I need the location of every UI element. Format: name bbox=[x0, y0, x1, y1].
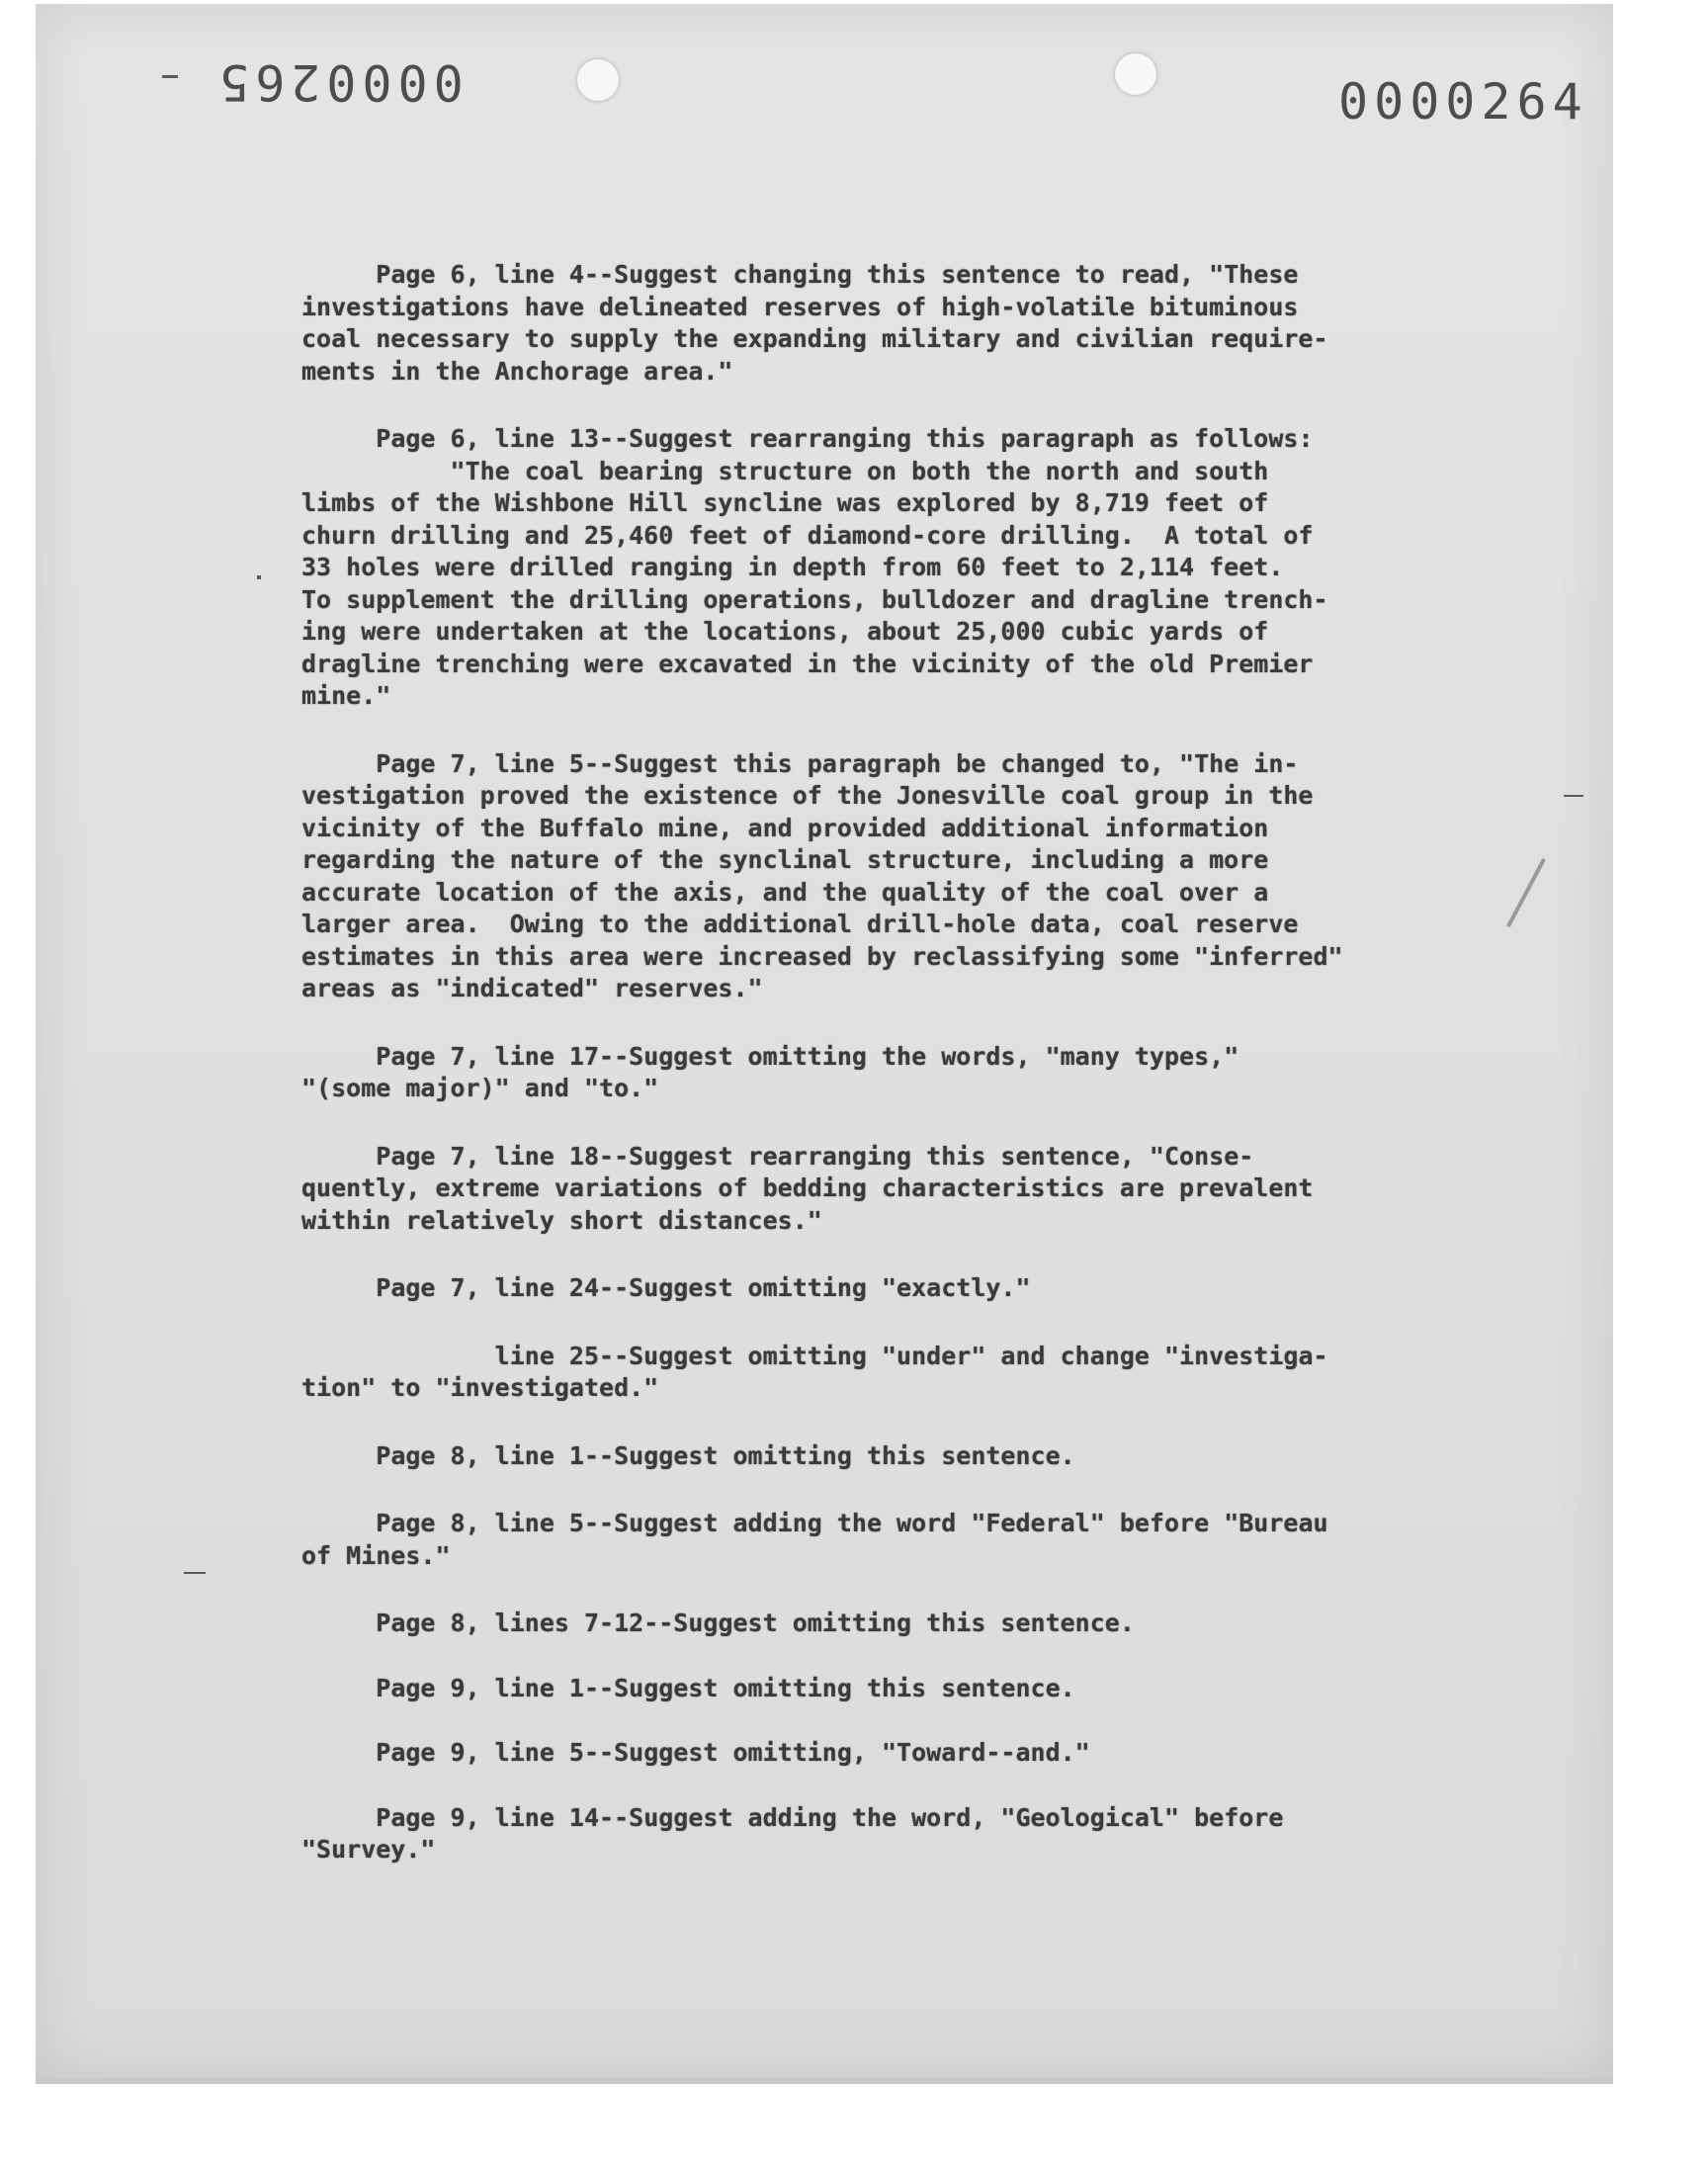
memo-body bbox=[301, 259, 1468, 1867]
page-number-stamp: 0000264 bbox=[1338, 73, 1588, 130]
comment-paragraph: Page 9, line 1--Suggest omitting this sentence. bbox=[301, 1673, 1075, 1702]
comment-paragraph: Page 9, line 5--Suggest omitting, "Toward--and." bbox=[301, 1738, 1090, 1767]
punch-hole-right bbox=[1115, 53, 1156, 95]
pencil-mark bbox=[1506, 858, 1546, 928]
comment-paragraph: Page 7, line 18--Suggest rearranging this sentence, "Conse- quently, extreme variations of bedding characteristics are prevalent within relatively short distances." bbox=[301, 1141, 1314, 1235]
comment-paragraph: Page 7, line 17--Suggest omitting the words, "many types," "(some major)" and "to." bbox=[301, 1041, 1239, 1102]
punch-hole-left bbox=[577, 59, 619, 101]
comment-paragraph: Page 7, line 5--Suggest this paragraph be changed to, "The in- vestigation proved the existence of the Jonesville coal group in the vicinity of the Buffalo mine, and provided additional information regarding the nature of the synclinal structure, including a more accurate location of the axis, and the quality of the coal over a larger area. Owing to the additional drill-hole data, coal reserve estimates in this area were increased by reclassifying some "inferred" areas as "indicated" reserves." bbox=[301, 748, 1343, 1002]
comment-paragraph: line 25--Suggest omitting "under" and change "investiga- tion" to "investigated." bbox=[301, 1341, 1328, 1402]
scan-speck bbox=[184, 1572, 206, 1574]
comment-paragraph: Page 8, lines 7-12--Suggest omitting this sentence. bbox=[301, 1609, 1135, 1637]
comment-paragraph: Page 9, line 14--Suggest adding the word, "Geological" before "Survey." bbox=[301, 1802, 1284, 1864]
comment-paragraph: Page 8, line 1--Suggest omitting this sentence. bbox=[301, 1440, 1075, 1470]
mirrored-page-stamp: 0000265 bbox=[214, 53, 464, 111]
page-bottom-edge bbox=[36, 2078, 1613, 2084]
scan-speck bbox=[162, 75, 178, 78]
comment-paragraph: Page 6, line 4--Suggest changing this sentence to read, "These investigations have delineated reserves of high-volatile bituminous coal necessary to supply the expanding military and civilian require- ments in the Anchorage area." bbox=[301, 260, 1328, 386]
scan-speck bbox=[1564, 795, 1583, 797]
comment-paragraph: Page 6, line 13--Suggest rearranging this paragraph as follows: "The coal bearing structure on both the north and south limbs of the Wishbone Hill syncline was explored by 8,719 feet of churn drilling and 25,460 feet of diamond-core drilling. A total of 33 holes were drilled ranging in depth from 60 feet to 2,114 feet. To supplement the drilling operations, bulldozer and dragline trench- ing were undertaken at the locations, about 25,000 cubic yards of dragline trenching were excavated in the vicinity of the old Premier mine." bbox=[301, 424, 1328, 710]
comment-paragraph: Page 8, line 5--Suggest adding the word "Federal" before "Bureau of Mines." bbox=[301, 1509, 1328, 1570]
comment-paragraph: Page 7, line 24--Suggest omitting "exactly." bbox=[301, 1273, 1031, 1302]
scan-speck bbox=[257, 575, 261, 579]
